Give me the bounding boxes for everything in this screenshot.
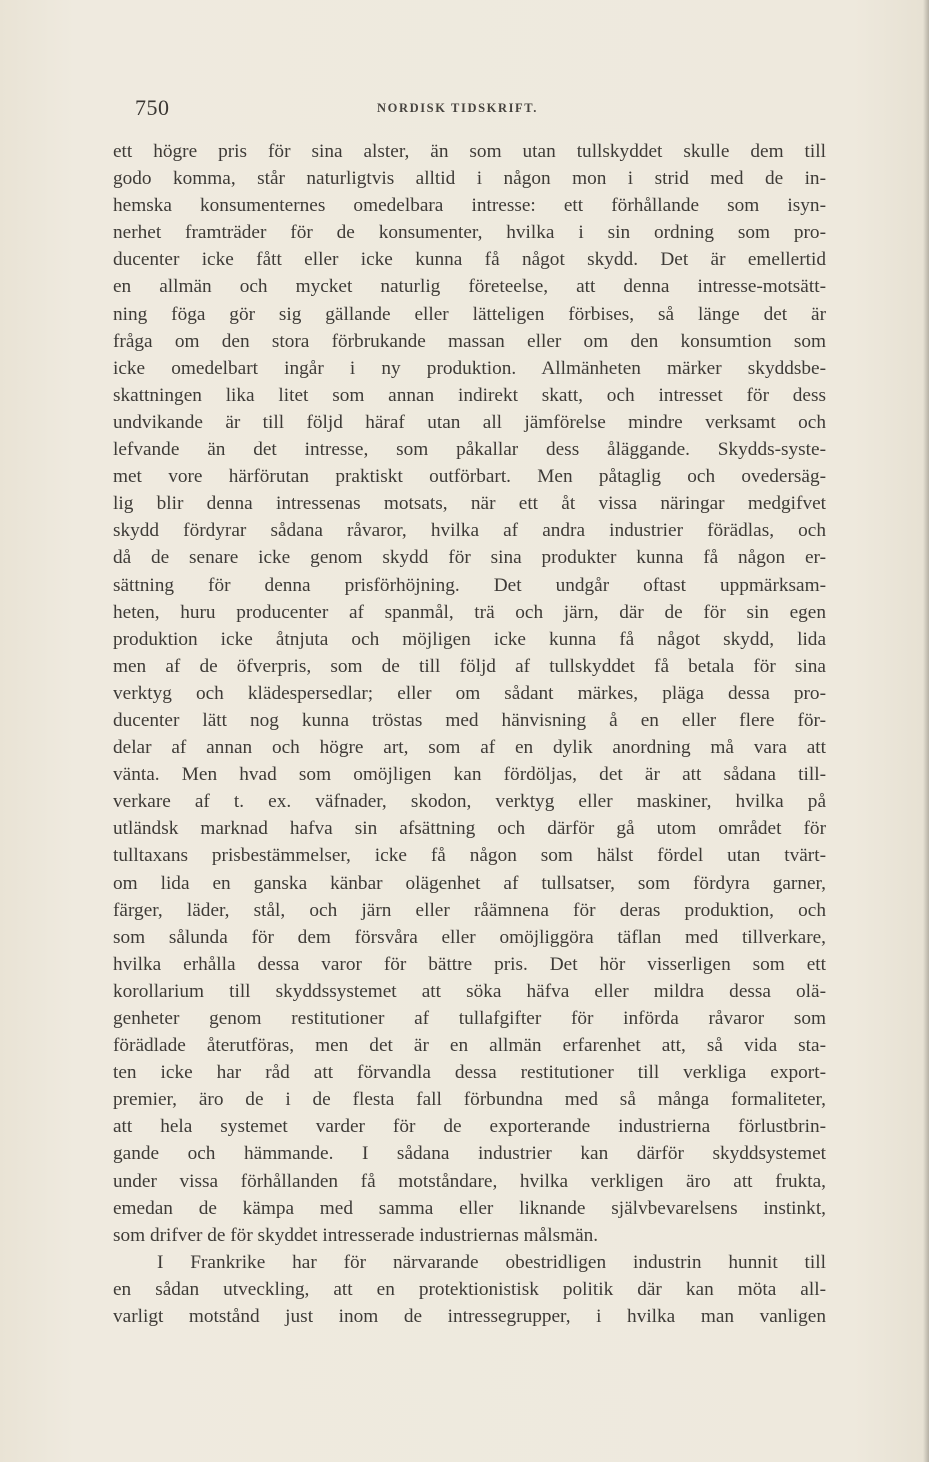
text-line: ducenter lätt nog kunna tröstas med hänvisning å en eller flere för- (113, 709, 826, 731)
text-line: sättning för denna prisförhöjning. Det undgår oftast uppmärksam- (113, 574, 826, 596)
text-line: tulltaxans prisbestämmelser, icke få någon som hälst fördel utan tvärt- (113, 845, 826, 867)
text-line: under vissa förhållanden få motståndare, hvilka verkligen äro att frukta, (113, 1170, 826, 1192)
text-line: skydd fördyrar sådana råvaror, hvilka af andra industrier förädlas, och (113, 520, 826, 542)
text-line: lig blir denna intressenas motsats, när ett åt vissa näringar medgifvet (113, 493, 826, 515)
text-line: lefvande än det intresse, som påkallar dess åläggande. Skydds-syste- (113, 439, 826, 461)
paragraph-start-line: I Frankrike har för närvarande obestridligen industrin hunnit till (157, 1251, 826, 1273)
text-line: ning föga gör sig gällande eller lätteligen förbises, så länge det är (113, 303, 826, 325)
text-line: undvikande är till följd häraf utan all jämförelse mindre verksamt och (113, 411, 826, 433)
text-line: då de senare icke genom skydd för sina produkter kunna få någon er- (113, 547, 826, 569)
page-number: 750 (135, 95, 170, 120)
text-line: icke omedelbart ingår i ny produktion. Allmänheten märker skyddsbe- (113, 357, 826, 379)
text-line: met vore härförutan praktiskt outförbart. Men påtaglig och ovedersäg- (113, 466, 826, 488)
text-line: delar af annan och högre art, som af en dylik anordning må vara att (113, 737, 826, 759)
page-edge-shadow (923, 0, 929, 1462)
text-line: utländsk marknad hafva sin afsättning och därför gå utom området för (113, 818, 826, 840)
text-line: vänta. Men hvad som omöjligen kan fördöljas, det är att sådana till- (113, 764, 826, 786)
text-line: nerhet framträder för de konsumenter, hvilka i sin ordning som pro- (113, 222, 826, 244)
text-line: som sålunda för dem försvåra eller omöjliggöra täflan med tillverkare, (113, 926, 826, 948)
text-line: förädlade återutföras, men det är en allmän erfarenhet att, så vida sta- (113, 1035, 826, 1057)
body-text (113, 138, 826, 1330)
running-title: NORDISK TIDSKRIFT. (377, 101, 539, 115)
text-line: heten, huru producenter af spanmål, trä och järn, där de för sin egen (113, 601, 826, 623)
paragraph-end-line: som drifver de för skyddet intresserade industriernas målsmän. (113, 1224, 599, 1246)
text-line: korollarium till skyddssystemet att söka häfva eller mildra dessa olä- (113, 980, 826, 1002)
text-line: genheter genom restitutioner af tullafgifter för införda råvaror som (113, 1008, 826, 1029)
page-header (113, 95, 826, 123)
text-line: färger, läder, stål, och järn eller råämnena för deras produktion, och (113, 899, 826, 921)
text-line: verkare af t. ex. väfnader, skodon, verktyg eller maskiner, hvilka på (113, 791, 826, 813)
text-line: en sådan utveckling, att en protektionistisk politik där kan möta all- (113, 1278, 826, 1300)
text-line: godo komma, står naturligtvis alltid i någon mon i strid med de in- (113, 168, 826, 190)
text-line: hvilka erhålla dessa varor för bättre pris. Det hör visserligen som ett (113, 953, 826, 975)
text-line: en allmän och mycket naturlig företeelse, att denna intresse-motsätt- (113, 276, 826, 298)
text-line: men af de öfverpris, som de till följd af tullskyddet få betala för sina (113, 655, 826, 677)
text-line: fråga om den stora förbrukande massan eller om den konsumtion som (113, 330, 826, 352)
text-line: om lida en ganska känbar olägenhet af tullsatser, som fördyra garner, (113, 872, 826, 894)
text-line: hemska konsumenternes omedelbara intresse: ett förhållande som isyn- (113, 195, 826, 217)
text-line: premier, äro de i de flesta fall förbundna med så många formaliteter, (113, 1089, 826, 1111)
text-line: varligt motstånd just inom de intressegrupper, i hvilka man vanligen (113, 1306, 826, 1328)
text-line: emedan de kämpa med samma eller liknande självbevarelsens instinkt, (113, 1197, 826, 1219)
text-line: ten icke har råd att förvandla dessa restitutioner till verkliga export- (113, 1062, 826, 1084)
text-line: produktion icke åtnjuta och möjligen icke kunna få något skydd, lida (113, 628, 826, 650)
text-line: verktyg och klädespersedlar; eller om sådant märkes, pläga dessa pro- (113, 682, 826, 704)
text-line: gande och hämmande. I sådana industrier kan därför skyddsystemet (113, 1143, 826, 1165)
text-line: ett högre pris för sina alster, än som utan tullskyddet skulle dem till (113, 141, 826, 162)
text-line: ducenter icke fått eller icke kunna få något skydd. Det är emellertid (113, 249, 826, 271)
text-line: skattningen lika litet som annan indirekt skatt, och intresset för dess (113, 384, 826, 406)
text-line: att hela systemet varder för de exporterande industrierna förlustbrin- (113, 1116, 826, 1138)
